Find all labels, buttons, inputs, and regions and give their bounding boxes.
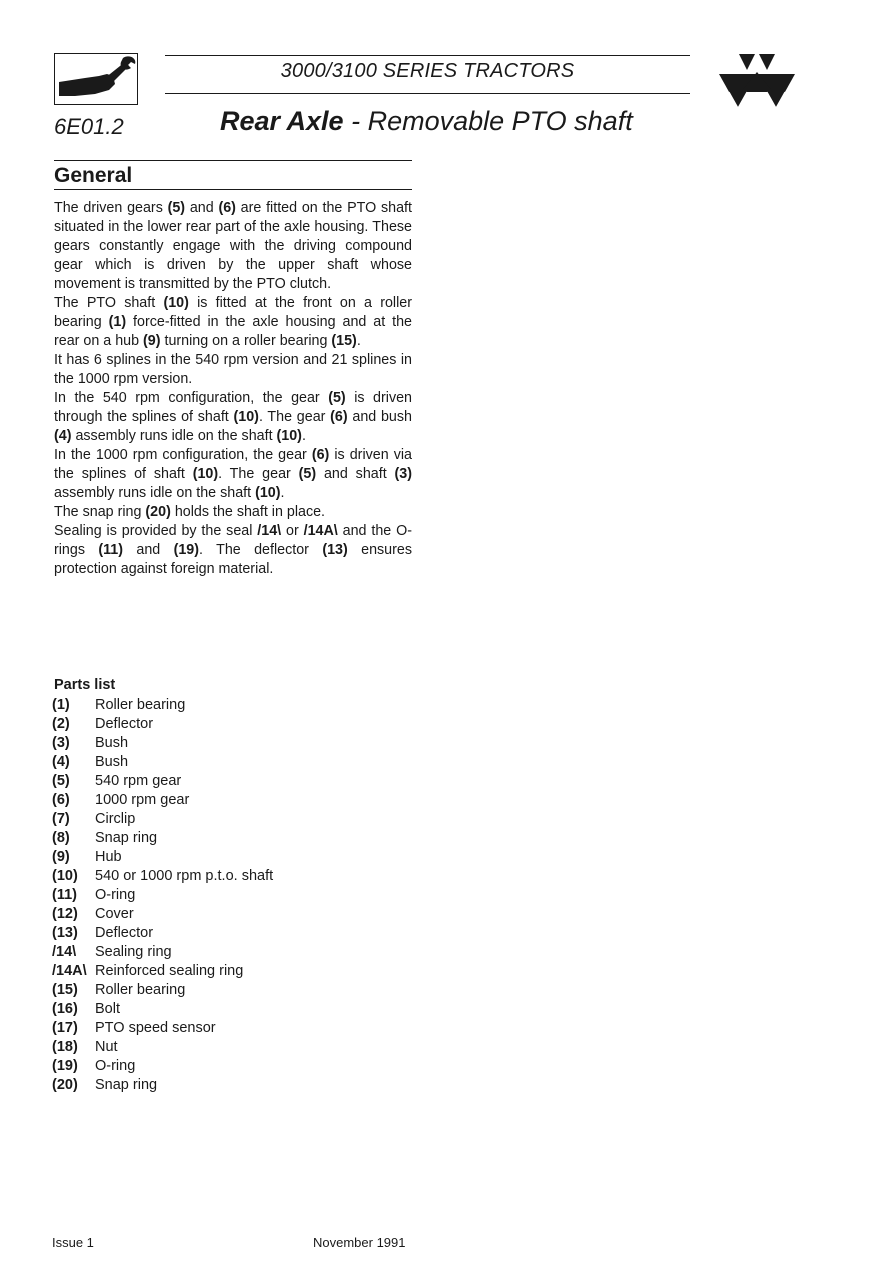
parts-list-item (52, 1019, 273, 1038)
paragraph-text: assembly runs idle on the shaft (54, 485, 256, 501)
part-number: (3) (52, 735, 70, 751)
part-name: 540 rpm gear (95, 773, 182, 789)
paragraph-text: or (281, 523, 304, 539)
parts-list-item (52, 1057, 273, 1076)
header-rule-bottom (165, 93, 690, 94)
part-name: Roller bearing (95, 697, 186, 713)
part-reference: (10) (233, 409, 259, 425)
paragraph-text: In the 540 rpm configuration, the gear (54, 390, 329, 406)
part-name: Bolt (95, 1001, 120, 1017)
part-reference: (6) (218, 200, 236, 216)
parts-list-item (52, 981, 273, 1000)
part-name: Reinforced sealing ring (95, 963, 244, 979)
part-name: Deflector (95, 925, 154, 941)
paragraph-text: is driven through the splines of shaft (54, 390, 412, 425)
part-name: Hub (95, 849, 122, 865)
part-reference: (4) (54, 428, 72, 444)
general-body-text (54, 199, 412, 579)
parts-list-item (52, 829, 273, 848)
paragraph-text: and (123, 542, 174, 558)
general-paragraph (54, 389, 412, 446)
footer-date: November 1991 (313, 1235, 406, 1250)
part-reference: (15) (331, 333, 357, 349)
parts-list-item (52, 715, 273, 734)
paragraph-text: The snap ring (54, 504, 146, 520)
parts-list-item (52, 905, 273, 924)
parts-list-item (52, 1000, 273, 1019)
parts-list-item (52, 696, 273, 715)
parts-list-heading: Parts list (54, 677, 116, 693)
service-tool-icon-box (54, 53, 138, 105)
paragraph-text: and shaft (316, 466, 395, 482)
part-number: (18) (52, 1039, 78, 1055)
part-number: (2) (52, 716, 70, 732)
general-paragraph (54, 503, 412, 522)
part-reference: /14A\ (303, 523, 338, 539)
part-name: Snap ring (95, 830, 158, 846)
part-name: PTO speed sensor (95, 1020, 216, 1036)
general-rule-top (54, 160, 412, 161)
part-reference: (5) (167, 200, 186, 216)
paragraph-text: are fitted on the PTO shaft situated in the lower rear part of the axle housing. These gears constantly engage with the driving compound gear which is driven by the upper shaft whose movement is transmitted by the PTO clutch. (54, 200, 412, 292)
part-reference: (6) (330, 409, 348, 425)
part-number: /14A\ (52, 963, 87, 979)
paragraph-text: and bush (347, 409, 412, 425)
parts-list-item (52, 1076, 273, 1095)
part-number: (16) (52, 1001, 78, 1017)
general-heading: General (54, 164, 133, 187)
part-reference: (6) (311, 447, 330, 463)
general-paragraph (54, 199, 412, 294)
paragraph-text: ensures protection against foreign material. (54, 542, 412, 577)
page-title-main: Rear Axle (220, 106, 344, 136)
parts-list-item (52, 753, 273, 772)
parts-list-item (52, 1038, 273, 1057)
parts-list-item (52, 772, 273, 791)
paragraph-text: . The gear (258, 409, 331, 425)
part-number: (7) (52, 811, 70, 827)
hand-wrench-icon (55, 54, 137, 104)
part-name: Bush (95, 735, 129, 751)
part-reference: (10) (255, 485, 281, 501)
parts-list-item (52, 810, 273, 829)
paragraph-text: In the 1000 rpm configuration, the gear (54, 447, 312, 463)
paragraph-text: is driven via the splines of shaft (54, 447, 412, 482)
part-reference: (20) (145, 504, 171, 520)
paragraph-text: . (301, 428, 306, 444)
page-title-sub: - Removable PTO shaft (343, 106, 633, 136)
part-reference: (11) (98, 542, 123, 558)
part-number: (17) (52, 1020, 78, 1036)
series-title: 3000/3100 SERIES TRACTORS (280, 60, 575, 82)
paragraph-text: . The gear (218, 466, 299, 482)
paragraph-text: It has 6 splines in the 540 rpm version and 21 splines in the 1000 rpm version. (54, 352, 412, 387)
general-rule-bottom (54, 189, 412, 190)
part-number: (5) (52, 773, 70, 789)
paragraph-text: Sealing is provided by the seal (54, 523, 258, 539)
part-reference: (13) (322, 542, 348, 558)
part-number: (12) (52, 906, 78, 922)
part-number: (1) (52, 697, 70, 713)
part-reference: (9) (143, 333, 161, 349)
part-number: (13) (52, 925, 78, 941)
part-number: (10) (52, 868, 78, 884)
part-name: Sealing ring (95, 944, 172, 960)
paragraph-text: . (356, 333, 361, 349)
paragraph-text: force-fitted in the axle housing and at the rear on a hub (54, 314, 413, 349)
part-name: 1000 rpm gear (95, 792, 190, 808)
parts-list-item (52, 962, 273, 981)
paragraph-text: holds the shaft in place. (170, 504, 326, 520)
part-number: (19) (52, 1058, 78, 1074)
general-paragraph (54, 351, 412, 389)
part-reference: (3) (394, 466, 412, 482)
paragraph-text: and (185, 200, 219, 216)
part-number: (6) (52, 792, 70, 808)
part-number: (9) (52, 849, 70, 865)
part-number: (8) (52, 830, 70, 846)
part-reference: (5) (328, 390, 346, 406)
part-reference: (10) (163, 295, 189, 311)
part-number: (20) (52, 1077, 78, 1093)
parts-list-item (52, 943, 273, 962)
part-number: /14\ (52, 944, 77, 960)
part-number: (4) (52, 754, 70, 770)
paragraph-text: The PTO shaft (54, 295, 164, 311)
parts-list-item (52, 867, 273, 886)
part-reference: /14\ (257, 523, 282, 539)
part-name: Cover (95, 906, 134, 922)
part-name: Bush (95, 754, 129, 770)
header-rule-top (165, 55, 690, 56)
paragraph-text: The driven gears (54, 200, 168, 216)
paragraph-text: and the O-rings (54, 523, 412, 558)
part-name: O-ring (95, 887, 136, 903)
parts-list (52, 696, 273, 1095)
part-name: Deflector (95, 716, 154, 732)
paragraph-text: is fitted at the front on a roller bearing (54, 295, 412, 330)
part-number: (11) (52, 887, 77, 903)
part-name: Nut (95, 1039, 118, 1055)
part-name: Snap ring (95, 1077, 158, 1093)
general-paragraph (54, 294, 412, 351)
part-reference: (10) (192, 466, 219, 482)
paragraph-text: . The deflector (199, 542, 323, 558)
parts-list-item (52, 848, 273, 867)
part-reference: (1) (108, 314, 127, 330)
part-name: 540 or 1000 rpm p.t.o. shaft (95, 868, 274, 884)
part-reference: (5) (298, 466, 317, 482)
part-name: Circlip (95, 811, 136, 827)
general-paragraph (54, 522, 412, 579)
part-name: O-ring (95, 1058, 136, 1074)
parts-list-item (52, 734, 273, 753)
part-name: Roller bearing (95, 982, 186, 998)
part-reference: (10) (276, 428, 302, 444)
paragraph-text: . (280, 485, 285, 501)
parts-list-item (52, 924, 273, 943)
section-code: 6E01.2 (54, 114, 124, 139)
part-number: (15) (52, 982, 78, 998)
general-paragraph (54, 446, 412, 503)
brand-logo (715, 52, 799, 110)
footer-issue: Issue 1 (52, 1235, 94, 1250)
paragraph-text: turning on a roller bearing (160, 333, 332, 349)
part-reference: (19) (173, 542, 200, 558)
page-title (220, 106, 633, 137)
parts-list-item (52, 886, 273, 905)
parts-list-item (52, 791, 273, 810)
paragraph-text: assembly runs idle on the shaft (71, 428, 277, 444)
